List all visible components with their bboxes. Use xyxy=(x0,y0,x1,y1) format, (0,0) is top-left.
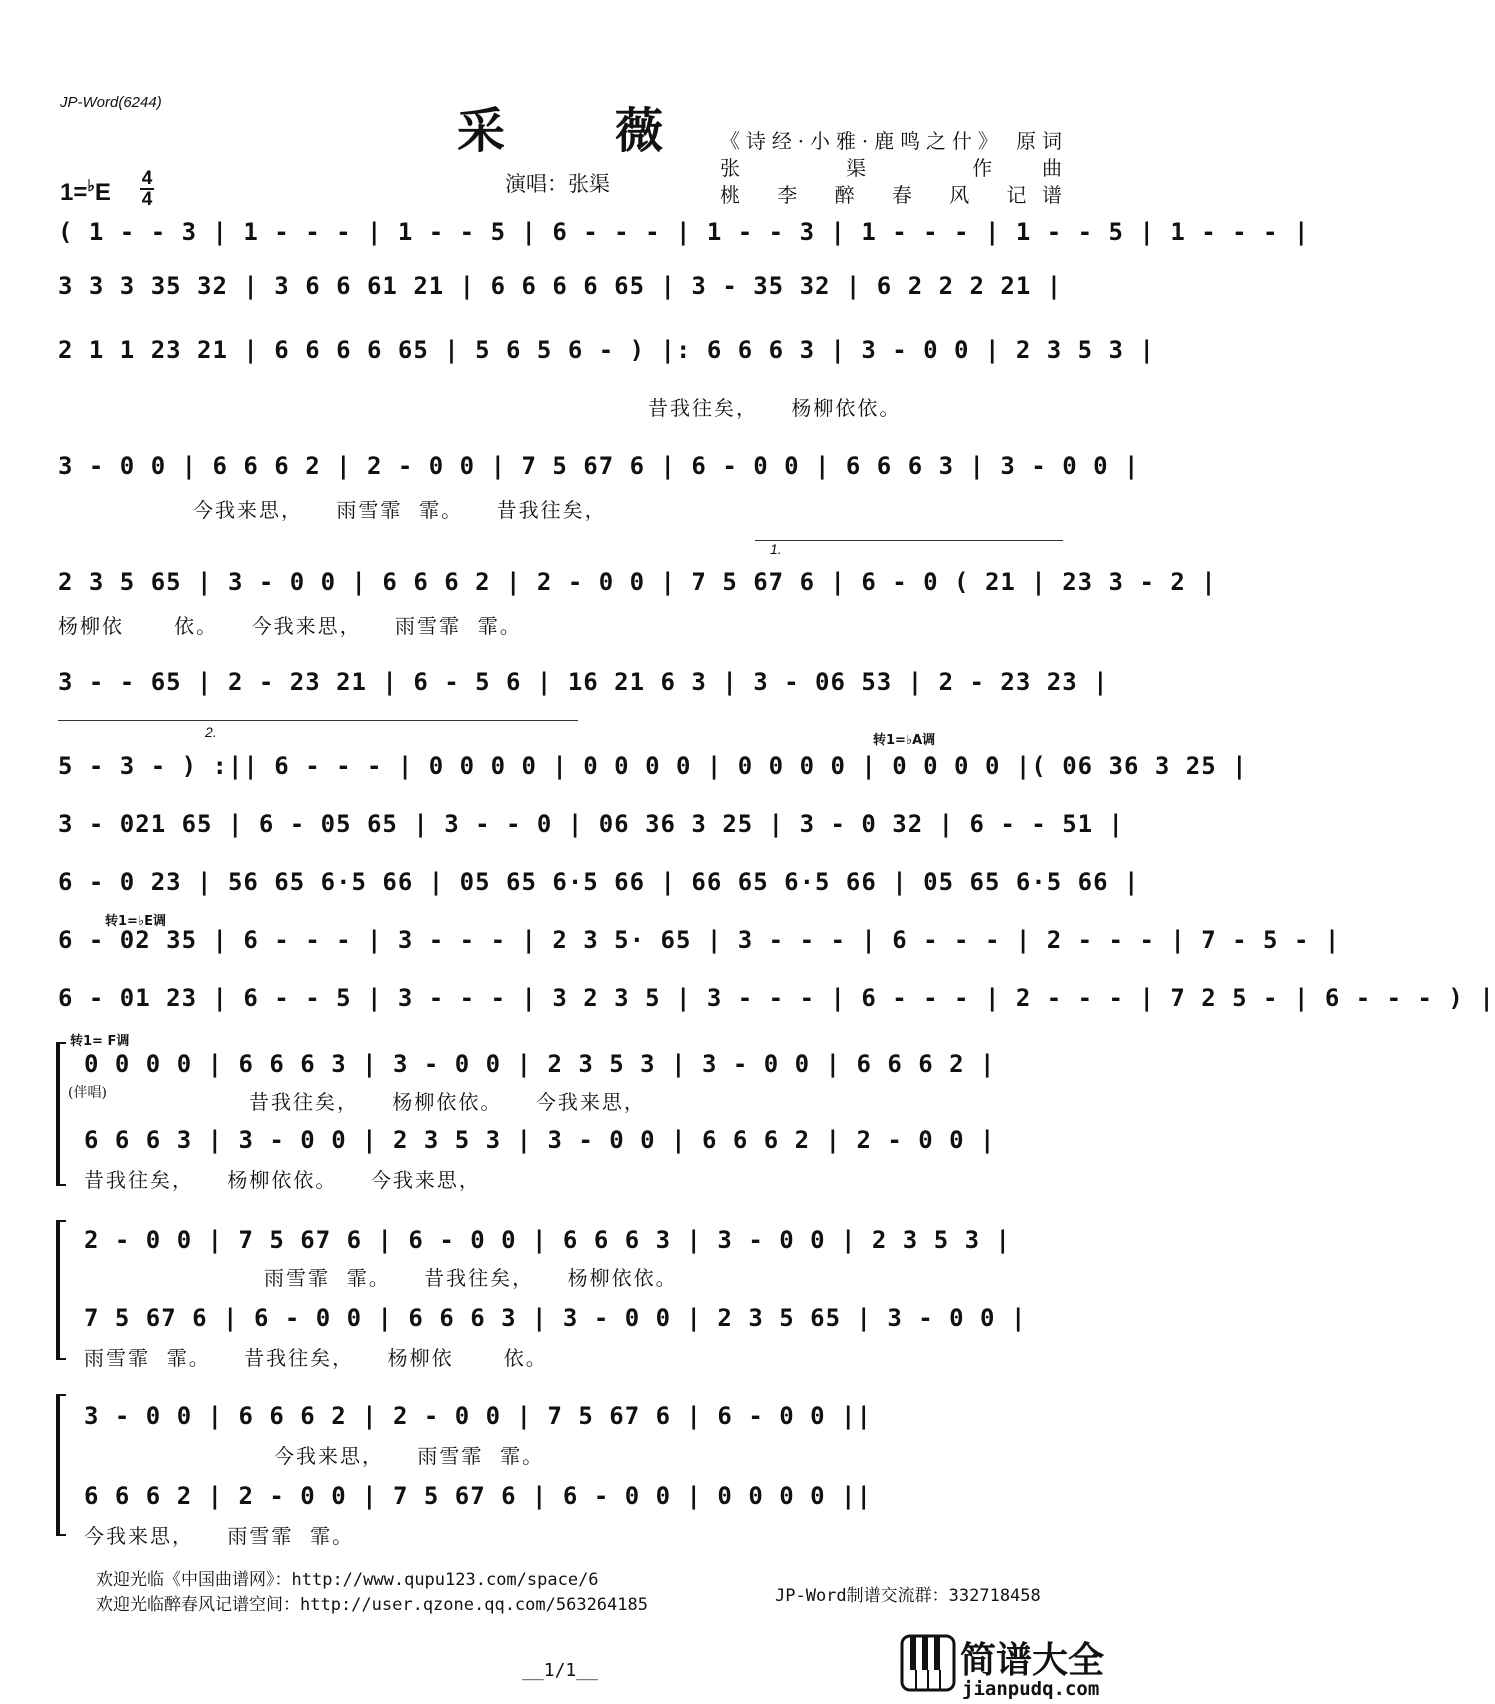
notation-row-7: 5 - 3 - ) :|| 6 - - - | 0 0 0 0 | 0 0 0 0 | 0 0 0 0 | 0 0 0 0 |( 06 36 3 25 | xyxy=(58,752,1248,780)
modulation-a-flat: 转1=♭A调 xyxy=(873,733,936,748)
system-bracket-1 xyxy=(56,1042,66,1186)
lyric-row-1: 昔我往矣， 杨柳依依。 xyxy=(648,396,902,420)
lyricist-credit: 《诗经·小雅·鹿鸣之什》 原词 xyxy=(720,129,1062,153)
qq-group: JP-Word制谱交流群：332718458 xyxy=(775,1586,1041,1606)
song-title: 采薇 xyxy=(456,103,773,159)
software-label: JP-Word(6244) xyxy=(60,94,162,111)
credits-block xyxy=(720,128,1062,209)
singer-credit: 演唱：张渠 xyxy=(505,172,610,196)
lyric-row-6: 雨雪霏 霏。 昔我往矣， 杨柳依依。 xyxy=(264,1266,678,1290)
second-ending-label: 2. xyxy=(205,724,217,740)
lyric-row-9: 今我来思， 雨雪霏 霏。 xyxy=(84,1524,355,1548)
lyric-row-3: 杨柳依 依。 今我来思， 雨雪霏 霏。 xyxy=(58,614,522,638)
lyric-row-8: 今我来思， 雨雪霏 霏。 xyxy=(274,1444,545,1468)
notation-row-1: ( 1 - - 3 | 1 - - - | 1 - - 5 | 6 - - - | 1 - - 3 | 1 - - - | 1 - - 5 | 1 - - - | xyxy=(58,218,1310,246)
key-prefix: 1= xyxy=(60,179,88,206)
key-signature xyxy=(60,176,111,207)
notation-row-11: 6 - 01 23 | 6 - - 5 | 3 - - - | 3 2 3 5 | 3 - - - | 6 - - - | 2 - - - | 7 2 5 - | 6 - - - ) | xyxy=(58,984,1495,1012)
notation-row-8: 3 - 021 65 | 6 - 05 65 | 3 - - 0 | 06 36 3 25 | 3 - 0 32 | 6 - - 51 | xyxy=(58,810,1124,838)
upper-voice-row-2: 2 - 0 0 | 7 5 67 6 | 6 - 0 0 | 6 6 6 3 | 3 - 0 0 | 2 3 5 3 | xyxy=(84,1226,1011,1254)
logo-text: 简谱大全 xyxy=(960,1640,1105,1681)
footer-links xyxy=(96,1568,648,1618)
lyric-row-2: 今我来思， 雨雪霏 霏。 昔我往矣， xyxy=(193,498,607,522)
page-number: __1/1__ xyxy=(522,1660,598,1681)
second-ending-bracket xyxy=(58,720,578,721)
transcriber-credit: 桃 李 醉 春 风 记谱 xyxy=(720,183,1062,207)
lower-voice-row-1: 6 6 6 3 | 3 - 0 0 | 2 3 5 3 | 3 - 0 0 | 6 6 6 2 | 2 - 0 0 | xyxy=(84,1126,996,1154)
lyric-row-4: 昔我往矣， 杨柳依依。 今我来思， xyxy=(249,1090,646,1114)
system-bracket-2 xyxy=(56,1220,66,1360)
upper-voice-row-3: 3 - 0 0 | 6 6 6 2 | 2 - 0 0 | 7 5 67 6 | 6 - 0 0 || xyxy=(84,1402,872,1430)
composer-credit: 张 渠 作曲 xyxy=(720,156,1062,180)
notation-row-3: 2 1 1 23 21 | 6 6 6 6 65 | 5 6 5 6 - ) |: 6 6 6 3 | 3 - 0 0 | 2 3 5 3 | xyxy=(58,336,1155,364)
piano-keys-icon xyxy=(900,1632,956,1692)
modulation-e-flat: 转1=♭E调 xyxy=(105,914,166,929)
first-ending-bracket xyxy=(755,540,1063,541)
footer-link-qupu: 欢迎光临《中国曲谱网》：http://www.qupu123.com/space/6 xyxy=(96,1570,599,1590)
lyric-row-5: 昔我往矣， 杨柳依依。 今我来思， xyxy=(84,1168,481,1192)
upper-voice-row-1: 0 0 0 0 | 6 6 6 3 | 3 - 0 0 | 2 3 5 3 | 3 - 0 0 | 6 6 6 2 | xyxy=(84,1050,996,1078)
notation-row-10: 6 - 02 35 | 6 - - - | 3 - - - | 2 3 5· 65 | 3 - - - | 6 - - - | 2 - - - | 7 - 5 - | xyxy=(58,926,1341,954)
time-signature xyxy=(140,170,154,208)
flat-symbol: ♭ xyxy=(87,178,95,195)
accompaniment-label: (伴唱) xyxy=(68,1085,107,1101)
first-ending-label: 1. xyxy=(770,541,782,557)
notation-row-6: 3 - - 65 | 2 - 23 21 | 6 - 5 6 | 16 21 6 3 | 3 - 06 53 | 2 - 23 23 | xyxy=(58,668,1109,696)
footer-link-qzone: 欢迎光临醉春风记谱空间：http://user.qzone.qq.com/563264185 xyxy=(96,1595,648,1615)
lower-voice-row-3: 6 6 6 2 | 2 - 0 0 | 7 5 67 6 | 6 - 0 0 | 0 0 0 0 || xyxy=(84,1482,872,1510)
lower-voice-row-2: 7 5 67 6 | 6 - 0 0 | 6 6 6 3 | 3 - 0 0 | 2 3 5 65 | 3 - 0 0 | xyxy=(84,1304,1027,1332)
system-bracket-3 xyxy=(56,1394,66,1536)
site-logo xyxy=(900,1632,1120,1704)
key-note: E xyxy=(94,179,111,206)
time-top: 4 xyxy=(141,168,153,189)
time-bottom: 4 xyxy=(141,189,153,210)
lyric-row-7: 雨雪霏 霏。 昔我往矣， 杨柳依 依。 xyxy=(84,1346,548,1370)
notation-row-4: 3 - 0 0 | 6 6 6 2 | 2 - 0 0 | 7 5 67 6 | 6 - 0 0 | 6 6 6 3 | 3 - 0 0 | xyxy=(58,452,1140,480)
logo-url: jianpudq.com xyxy=(962,1678,1100,1700)
modulation-f: 转1= F调 xyxy=(70,1034,130,1049)
notation-row-5: 2 3 5 65 | 3 - 0 0 | 6 6 6 2 | 2 - 0 0 | 7 5 67 6 | 6 - 0 ( 21 | 23 3 - 2 | xyxy=(58,568,1217,596)
notation-row-9: 6 - 0 23 | 56 65 6·5 66 | 05 65 6·5 66 | 66 65 6·5 66 | 05 65 6·5 66 | xyxy=(58,868,1140,896)
notation-row-2: 3 3 3 35 32 | 3 6 6 61 21 | 6 6 6 6 65 | 3 - 35 32 | 6 2 2 2 21 | xyxy=(58,272,1063,300)
